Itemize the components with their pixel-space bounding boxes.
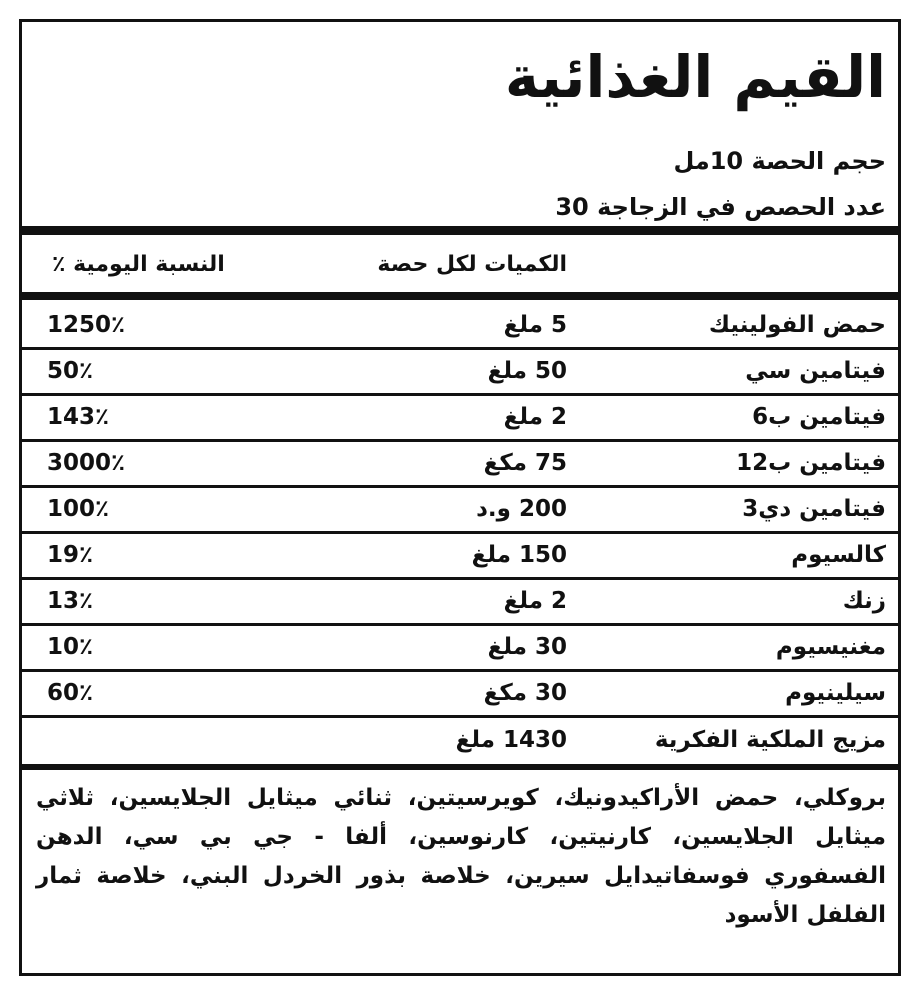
nutrient-name: فيتامين ب12: [736, 450, 886, 476]
nutrient-name: فيتامين ب6: [752, 404, 886, 430]
nutrient-dv: 3000٪: [47, 450, 126, 476]
nutrient-name: فيتامين سي: [745, 358, 886, 384]
table-row: [22, 350, 898, 392]
nutrient-amount: 75 مكغ: [483, 450, 567, 476]
nutrient-amount: 1430 ملغ: [455, 727, 567, 753]
nutrient-amount: 2 ملغ: [503, 588, 567, 614]
table-row: [22, 304, 898, 346]
nutrient-name: فيتامين دي3: [742, 496, 886, 522]
page-title: القيم الغذائية: [504, 43, 886, 111]
table-row: [22, 534, 898, 576]
table-header: [22, 244, 898, 286]
nutrient-name: كالسيوم: [791, 542, 886, 568]
table-row: [22, 580, 898, 622]
table-row: [22, 672, 898, 714]
table-row: [22, 719, 898, 761]
nutrient-name: مغنيسيوم: [775, 634, 886, 660]
nutrient-dv: 60٪: [47, 680, 94, 706]
nutrient-dv: 19٪: [47, 542, 94, 568]
nutrient-dv: 1250٪: [47, 312, 126, 338]
nutrient-name: زنك: [842, 588, 886, 614]
table-row: [22, 488, 898, 530]
nutrient-amount: 2 ملغ: [503, 404, 567, 430]
row-divider: [22, 715, 898, 718]
daily-value-header: النسبة اليومية ٪: [52, 252, 225, 277]
nutrient-dv: 143٪: [47, 404, 110, 430]
nutrient-amount: 30 مكغ: [483, 680, 567, 706]
table-row: [22, 442, 898, 484]
nutrient-dv: 50٪: [47, 358, 94, 384]
nutrient-dv: 13٪: [47, 588, 94, 614]
nutrient-name: حمض الفولينيك: [708, 312, 886, 338]
nutrient-amount: 5 ملغ: [503, 312, 567, 338]
nutrient-amount: 50 ملغ: [487, 358, 567, 384]
servings-per-container: عدد الحصص في الزجاجة 30: [555, 193, 886, 221]
nutrient-dv: 10٪: [47, 634, 94, 660]
divider-thick-bottom: [22, 764, 898, 770]
nutrient-amount: 30 ملغ: [487, 634, 567, 660]
nutrient-amount: 200 و.د: [476, 496, 567, 522]
table-row: [22, 626, 898, 668]
nutrition-facts-panel: [19, 19, 901, 976]
serving-size: حجم الحصة 10مل: [673, 147, 886, 175]
nutrient-dv: 100٪: [47, 496, 110, 522]
nutrient-name: سيلينيوم: [785, 680, 886, 706]
amount-header: الكميات لكل حصة: [377, 252, 567, 277]
divider-thick-top: [22, 226, 898, 235]
table-row: [22, 396, 898, 438]
nutrient-name: مزيج الملكية الفكرية: [654, 727, 886, 753]
divider-thick-header: [22, 292, 898, 300]
nutrient-amount: 150 ملغ: [471, 542, 567, 568]
ingredients-list: بروكلي، حمض الأراكيدونيك، كويرسيتين، ثنائي ميثايل الجلايسين، ثلاثي ميثايل الجلايسين، كارنيتين، كارنوسين، ألفا - جي بي سي، الدهن الفسفوري فوسفاتيدايل سيرين، خلاصة بذور الخردل البني، خلاصة ثمار الفلفل الأسود: [36, 785, 886, 928]
